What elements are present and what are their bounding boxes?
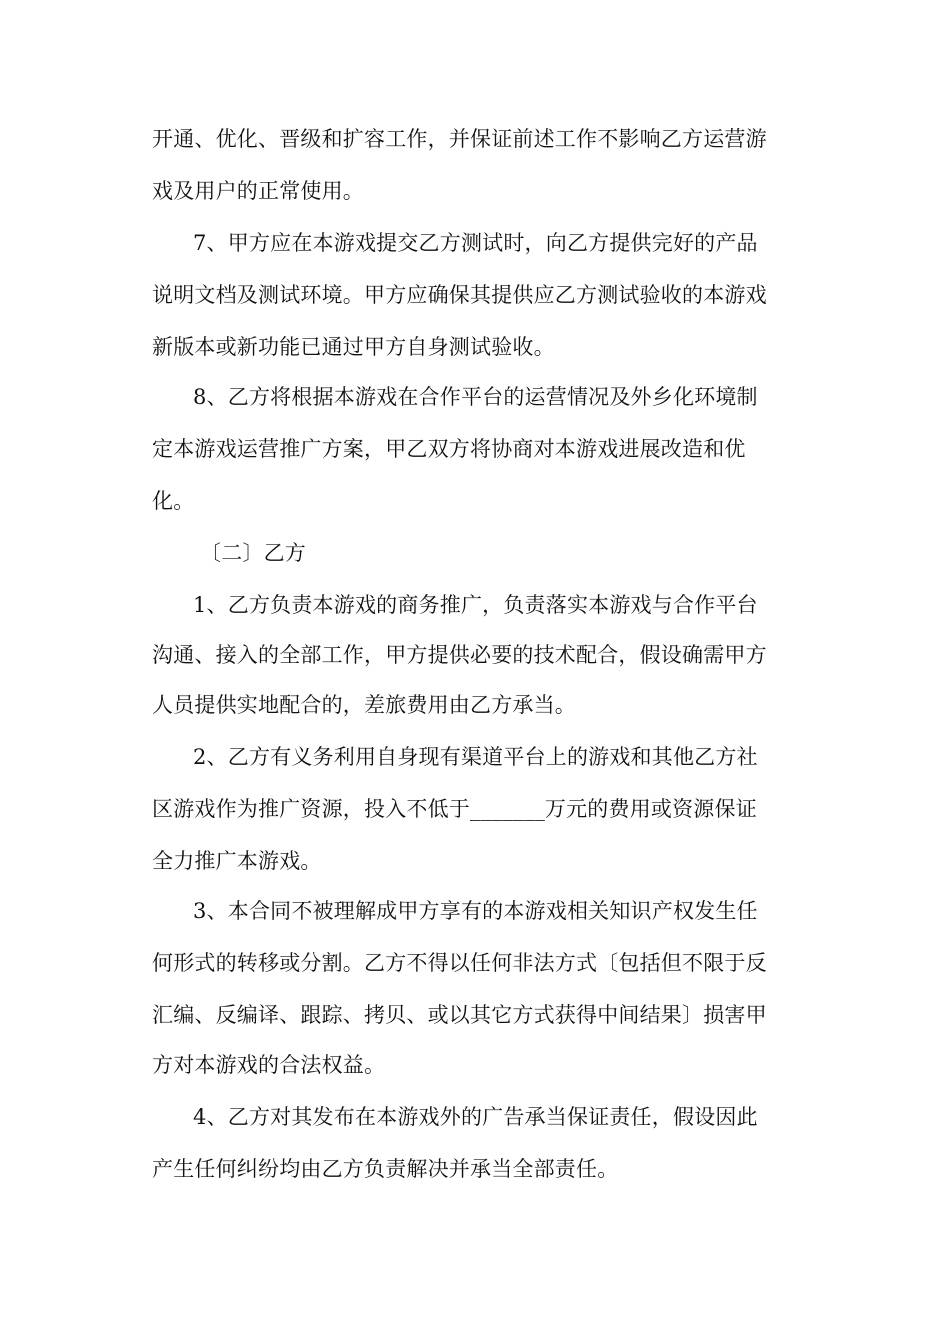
text-line: 化。 (152, 489, 195, 513)
paragraph-start: 4、乙方对其发布在本游戏外的广告承当保证责任，假设因此 (193, 1105, 758, 1129)
text-line: 新版本或新功能已通过甲方自身测试验收。 (152, 335, 555, 359)
text-line: 开通、优化、晋级和扩容工作，并保证前述工作不影响乙方运营游 (152, 127, 767, 151)
text-line: 戏及用户的正常使用。 (152, 179, 364, 203)
text-line: 何形式的转移或分割。乙方不得以任何非法方式〔包括但不限于反 (152, 951, 767, 975)
text-line: 说明文档及测试环境。甲方应确保其提供应乙方测试验收的本游戏 (152, 283, 767, 307)
text-line: 人员提供实地配合的，差旅费用由乙方承当。 (152, 693, 576, 717)
paragraph-start: 2、乙方有义务利用自身现有渠道平台上的游戏和其他乙方社 (193, 745, 758, 769)
paragraph-start: 1、乙方负责本游戏的商务推广，负责落实本游戏与合作平台 (193, 593, 758, 617)
text-line: 汇编、反编译、跟踪、拷贝、或以其它方式获得中间结果〕损害甲 (152, 1003, 767, 1027)
text-line: 区游戏作为推广资源，投入不低于_______万元的费用或资源保证 (152, 797, 757, 821)
section-heading: 〔二〕乙方 (200, 541, 306, 565)
paragraph-start: 3、本合同不被理解成甲方享有的本游戏相关知识产权发生任 (193, 899, 758, 923)
text-line: 全力推广本游戏。 (152, 849, 322, 873)
text-line: 产生任何纠纷均由乙方负责解决并承当全部责任。 (152, 1157, 619, 1181)
text-line: 方对本游戏的合法权益。 (152, 1053, 386, 1077)
paragraph-start: 8、乙方将根据本游戏在合作平台的运营情况及外乡化环境制 (193, 385, 758, 409)
text-line: 沟通、接入的全部工作，甲方提供必要的技术配合，假设确需甲方 (152, 643, 767, 667)
text-line: 定本游戏运营推广方案，甲乙双方将协商对本游戏进展改造和优 (152, 437, 746, 461)
paragraph-start: 7、甲方应在本游戏提交乙方测试时，向乙方提供完好的产品 (193, 231, 758, 255)
